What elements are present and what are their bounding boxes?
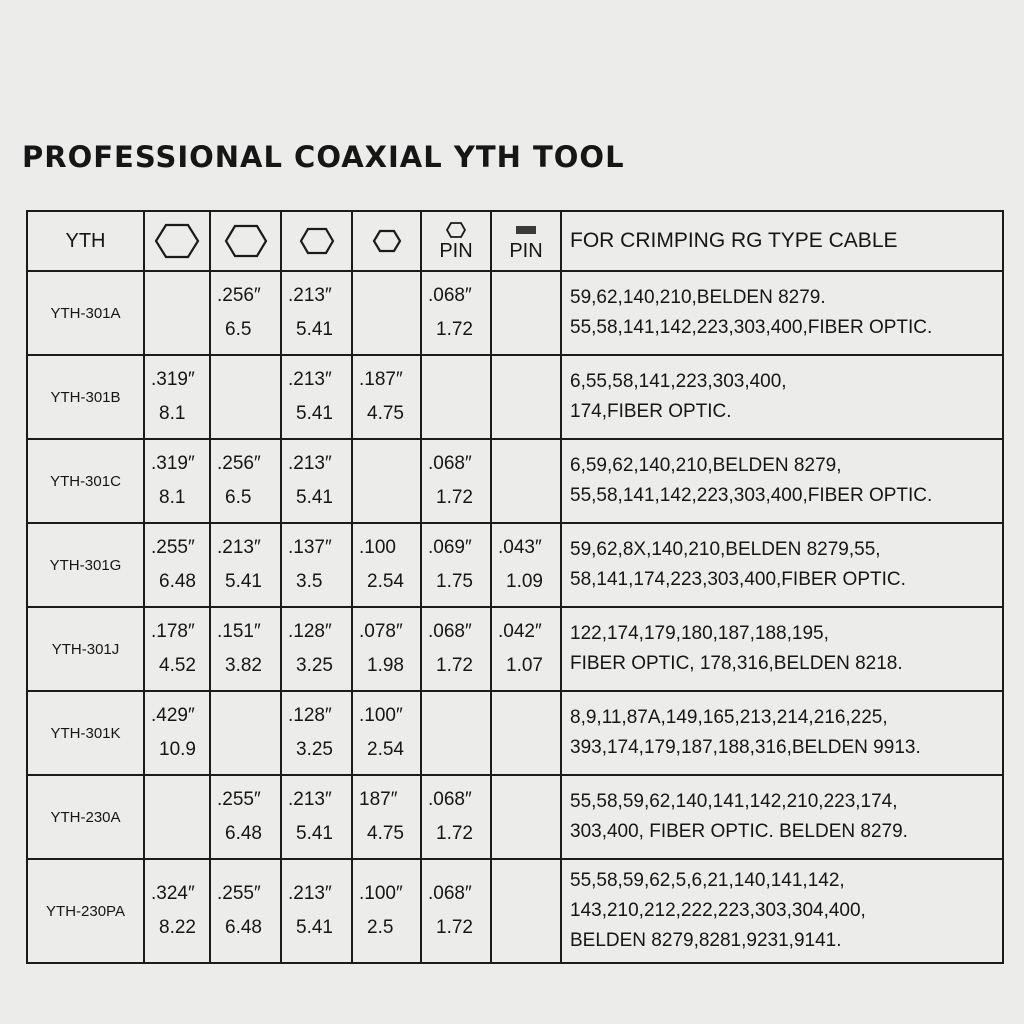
model-cell: YTH-230A: [27, 775, 144, 859]
table-row: [27, 607, 1003, 691]
mm-value: 3.25: [296, 655, 333, 676]
dimension-cell: [144, 439, 210, 523]
inch-value: .100: [359, 537, 396, 558]
inch-value: .256″: [217, 453, 261, 474]
cable-line: 59,62,140,210,BELDEN 8279.: [570, 287, 826, 308]
inch-value: .256″: [217, 285, 261, 306]
inch-value: .324″: [151, 883, 195, 904]
inch-value: .128″: [288, 621, 332, 642]
cable-line: 59,62,8X,140,210,BELDEN 8279,55,: [570, 539, 881, 560]
dimension-cell: [491, 271, 561, 355]
dimension-cell: [144, 523, 210, 607]
mm-value: 5.41: [296, 319, 333, 340]
cable-line: 55,58,59,62,5,6,21,140,141,142,: [570, 870, 845, 891]
cable-line: 174,FIBER OPTIC.: [570, 401, 732, 422]
cable-line: 55,58,59,62,140,141,142,210,223,174,: [570, 791, 898, 812]
dimension-cell: [421, 271, 491, 355]
dimension-cell: [281, 271, 352, 355]
inch-value: .255″: [151, 537, 195, 558]
cable-line: 393,174,179,187,188,316,BELDEN 9913.: [570, 737, 921, 758]
small-hexagon-icon: [445, 221, 467, 239]
header-hex-medium-large: [210, 211, 281, 271]
dimension-cell: [281, 523, 352, 607]
crimping-spec-table: [26, 210, 1004, 964]
inch-value: .255″: [217, 883, 261, 904]
inch-value: .319″: [151, 453, 195, 474]
mm-value: 2.5: [367, 917, 394, 938]
header-hex-medium: [281, 211, 352, 271]
inch-value: .213″: [288, 789, 332, 810]
dimension-cell: [210, 607, 281, 691]
dimension-cell: [491, 691, 561, 775]
inch-value: .100″: [359, 883, 403, 904]
mm-value: 3.82: [225, 655, 262, 676]
mm-value: 4.75: [367, 403, 404, 424]
table-row: [27, 775, 1003, 859]
dimension-cell: [352, 439, 421, 523]
dimension-cell: [210, 355, 281, 439]
inch-value: .213″: [217, 537, 261, 558]
mm-value: 8.1: [159, 403, 186, 424]
model-cell: YTH-301B: [27, 355, 144, 439]
cable-types-cell: [561, 775, 1003, 859]
cable-types-cell: [561, 355, 1003, 439]
cable-types-cell: [561, 523, 1003, 607]
dimension-cell: [210, 775, 281, 859]
dimension-cell: [281, 355, 352, 439]
header-hex-small: [352, 211, 421, 271]
mm-value: 8.1: [159, 487, 186, 508]
inch-value: .068″: [428, 883, 472, 904]
inch-value: .043″: [498, 537, 542, 558]
inch-value: .213″: [288, 285, 332, 306]
inch-value: .213″: [288, 453, 332, 474]
dimension-cell: [281, 859, 352, 963]
inch-value: 187″: [359, 789, 398, 810]
cable-types-cell: [561, 271, 1003, 355]
cable-line: 8,9,11,87A,149,165,213,214,216,225,: [570, 707, 888, 728]
table-row: [27, 691, 1003, 775]
table-row: [27, 355, 1003, 439]
inch-value: .137″: [288, 537, 332, 558]
mm-value: 6.5: [225, 487, 252, 508]
dimension-cell: [281, 607, 352, 691]
inch-value: .128″: [288, 705, 332, 726]
mm-value: 1.07: [506, 655, 543, 676]
inch-value: .068″: [428, 453, 472, 474]
dimension-cell: [352, 691, 421, 775]
page-title: PROFESSIONAL COAXIAL YTH TOOL: [22, 140, 625, 174]
dimension-cell: [421, 691, 491, 775]
dimension-cell: [421, 439, 491, 523]
dimension-cell: [281, 691, 352, 775]
dimension-cell: [491, 439, 561, 523]
mm-value: 1.75: [436, 571, 473, 592]
dimension-cell: [144, 775, 210, 859]
inch-value: .068″: [428, 621, 472, 642]
mm-value: 5.41: [296, 487, 333, 508]
mm-value: 3.25: [296, 739, 333, 760]
hexagon-large-icon: [153, 222, 201, 260]
inch-value: .068″: [428, 285, 472, 306]
inch-value: .213″: [288, 369, 332, 390]
mm-value: 6.5: [225, 319, 252, 340]
dimension-cell: [210, 271, 281, 355]
dimension-cell: [491, 607, 561, 691]
model-cell: YTH-301K: [27, 691, 144, 775]
dimension-cell: [491, 859, 561, 963]
dimension-cell: [210, 691, 281, 775]
cable-line: 303,400, FIBER OPTIC. BELDEN 8279.: [570, 821, 908, 842]
mm-value: 1.72: [436, 655, 473, 676]
mm-value: 8.22: [159, 917, 196, 938]
cable-line: 6,59,62,140,210,BELDEN 8279,: [570, 455, 842, 476]
table-row: [27, 523, 1003, 607]
dimension-cell: [491, 523, 561, 607]
cable-line: 6,55,58,141,223,303,400,: [570, 371, 787, 392]
mm-value: 1.72: [436, 823, 473, 844]
header-pin-round: [421, 211, 491, 271]
model-cell: YTH-301J: [27, 607, 144, 691]
model-cell: YTH-301G: [27, 523, 144, 607]
mm-value: 10.9: [159, 739, 196, 760]
mm-value: 6.48: [225, 917, 262, 938]
dimension-cell: [352, 355, 421, 439]
hexagon-small-icon: [371, 228, 403, 254]
cable-types-cell: [561, 439, 1003, 523]
cable-line: 55,58,141,142,223,303,400,FIBER OPTIC.: [570, 485, 933, 506]
cable-line: BELDEN 8279,8281,9231,9141.: [570, 930, 842, 951]
cable-line: 122,174,179,180,187,188,195,: [570, 623, 829, 644]
cable-line: 143,210,212,222,223,303,304,400,: [570, 900, 866, 921]
table-row: [27, 859, 1003, 963]
mm-value: 4.52: [159, 655, 196, 676]
cable-line: FIBER OPTIC, 178,316,BELDEN 8218.: [570, 653, 903, 674]
model-cell: YTH-230PA: [27, 859, 144, 963]
inch-value: .078″: [359, 621, 403, 642]
dimension-cell: [281, 439, 352, 523]
mm-value: 3.5: [296, 571, 323, 592]
inch-value: .187″: [359, 369, 403, 390]
dimension-cell: [210, 439, 281, 523]
dimension-cell: [210, 523, 281, 607]
cable-types-cell: [561, 859, 1003, 963]
inch-value: .178″: [151, 621, 195, 642]
dimension-cell: [491, 775, 561, 859]
dimension-cell: [352, 523, 421, 607]
inch-value: .069″: [428, 537, 472, 558]
inch-value: .068″: [428, 789, 472, 810]
table-row: [27, 271, 1003, 355]
header-pin-square: [491, 211, 561, 271]
mm-value: 2.54: [367, 739, 404, 760]
mm-value: 1.98: [367, 655, 404, 676]
dimension-cell: [352, 607, 421, 691]
dimension-cell: [421, 523, 491, 607]
dimension-cell: [144, 271, 210, 355]
header-model: YTH: [27, 211, 144, 271]
inch-value: .213″: [288, 883, 332, 904]
hexagon-medium-large-icon: [223, 223, 269, 259]
inch-value: .429″: [151, 705, 195, 726]
dimension-cell: [210, 859, 281, 963]
model-cell: YTH-301C: [27, 439, 144, 523]
mm-value: 2.54: [367, 571, 404, 592]
header-hex-large: [144, 211, 210, 271]
dimension-cell: [144, 355, 210, 439]
mm-value: 6.48: [225, 823, 262, 844]
mm-value: 5.41: [296, 823, 333, 844]
cable-types-cell: [561, 607, 1003, 691]
table-body: [27, 271, 1003, 963]
cable-line: 55,58,141,142,223,303,400,FIBER OPTIC.: [570, 317, 933, 338]
mm-value: 5.41: [296, 403, 333, 424]
mm-value: 1.72: [436, 917, 473, 938]
header-cable: FOR CRIMPING RG TYPE CABLE: [561, 211, 1003, 271]
table-header-row: [27, 211, 1003, 271]
hexagon-medium-icon: [298, 226, 336, 256]
square-icon: [514, 221, 538, 239]
dimension-cell: [421, 859, 491, 963]
dimension-cell: [352, 271, 421, 355]
model-cell: YTH-301A: [27, 271, 144, 355]
inch-value: .100″: [359, 705, 403, 726]
inch-value: .319″: [151, 369, 195, 390]
mm-value: 1.09: [506, 571, 543, 592]
pin-label: PIN: [439, 240, 473, 262]
inch-value: .042″: [498, 621, 542, 642]
dimension-cell: [144, 859, 210, 963]
cable-types-cell: [561, 691, 1003, 775]
mm-value: 1.72: [436, 319, 473, 340]
dimension-cell: [144, 607, 210, 691]
dimension-cell: [144, 691, 210, 775]
dimension-cell: [421, 607, 491, 691]
table-row: [27, 439, 1003, 523]
mm-value: 5.41: [225, 571, 262, 592]
dimension-cell: [491, 355, 561, 439]
mm-value: 1.72: [436, 487, 473, 508]
dimension-cell: [421, 775, 491, 859]
dimension-cell: [281, 775, 352, 859]
mm-value: 6.48: [159, 571, 196, 592]
mm-value: 5.41: [296, 917, 333, 938]
cable-line: 58,141,174,223,303,400,FIBER OPTIC.: [570, 569, 906, 590]
inch-value: .151″: [217, 621, 261, 642]
pin-label: PIN: [509, 240, 543, 262]
dimension-cell: [352, 775, 421, 859]
dimension-cell: [421, 355, 491, 439]
dimension-cell: [352, 859, 421, 963]
inch-value: .255″: [217, 789, 261, 810]
mm-value: 4.75: [367, 823, 404, 844]
